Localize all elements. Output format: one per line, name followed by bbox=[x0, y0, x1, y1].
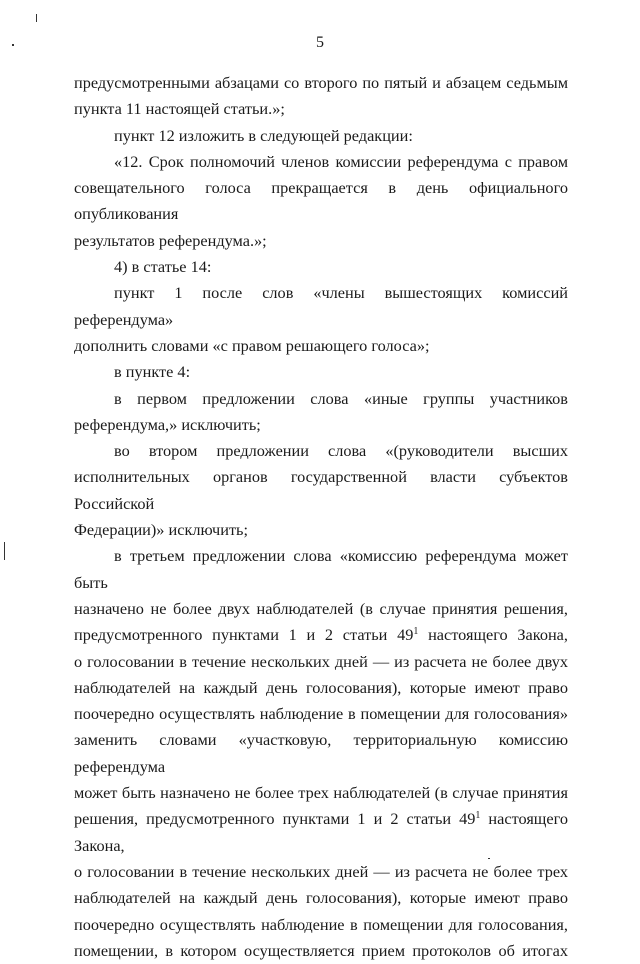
body-line: пункт 12 изложить в следующей редакции: bbox=[114, 125, 413, 145]
body-line: может быть назначено не более трех наблюдателей (в случае принятия bbox=[74, 783, 568, 803]
body-line: референдума,» исключить; bbox=[74, 414, 261, 434]
body-line bbox=[74, 806, 568, 859]
document-body bbox=[74, 70, 568, 964]
body-line: «12. Срок полномочий членов комиссии референдума с правом bbox=[114, 151, 568, 171]
body-line: предусмотренными абзацами со второго по пятый и абзацем седьмым bbox=[74, 73, 568, 92]
superscript: 1 bbox=[413, 626, 419, 638]
scan-mark bbox=[488, 858, 490, 859]
body-line: дополнить словами «с правом решающего голоса»; bbox=[74, 335, 430, 355]
body-line: совещательного голоса прекращается в день официального опубликования bbox=[74, 178, 568, 224]
body-line: во втором предложении слова «(руководители высших bbox=[114, 441, 568, 461]
body-text: настоящего Закона, bbox=[74, 809, 568, 855]
scan-mark bbox=[36, 14, 37, 22]
body-line: поочередно осуществлять наблюдение в помещении для голосования» bbox=[74, 704, 568, 724]
scan-mark bbox=[4, 542, 5, 560]
body-line: пункта 11 настоящей статьи.»; bbox=[74, 99, 285, 119]
body-text: предусмотренного пунктами 1 и 2 статьи 49 bbox=[74, 625, 414, 645]
body-line: результатов референдума.»; bbox=[74, 230, 267, 250]
body-line: заменить словами «участковую, территориальную комиссию референдума bbox=[74, 730, 568, 776]
scan-mark bbox=[12, 44, 14, 46]
body-line: Федерации)» исключить; bbox=[74, 520, 249, 540]
body-line: в пункте 4: bbox=[114, 362, 191, 382]
body-line: исполнительных органов государственной власти субъектов Российской bbox=[74, 467, 568, 513]
body-line: 4) в статье 14: bbox=[114, 257, 212, 277]
page-number: 5 bbox=[316, 34, 324, 51]
body-line: пункт 1 после слов «члены вышестоящих комиссий референдума» bbox=[74, 283, 568, 329]
body-text: настоящего Закона, bbox=[418, 625, 568, 645]
body-line: в третьем предложении слова «комиссию референдума может быть bbox=[74, 546, 568, 592]
body-line: в первом предложении слова «иные группы участников bbox=[114, 388, 568, 408]
body-line: помещении, в котором осуществляется прием протоколов об итогах bbox=[74, 940, 568, 960]
body-line bbox=[74, 622, 568, 648]
body-text: решения, предусмотренного пунктами 1 и 2 статьи 49 bbox=[74, 809, 476, 829]
body-line: о голосовании в течение нескольких дней — из расчета не более двух bbox=[74, 651, 568, 671]
body-line: поочередно осуществлять наблюдение в помещении для голосования, bbox=[74, 914, 568, 934]
body-line: наблюдателей на каждый день голосования), которые имеют право bbox=[74, 888, 568, 908]
superscript: 1 bbox=[475, 810, 481, 822]
body-line: наблюдателей на каждый день голосования), которые имеют право bbox=[74, 677, 568, 697]
body-line: назначено не более двух наблюдателей (в случае принятия решения, bbox=[74, 598, 568, 618]
body-line: о голосовании в течение нескольких дней — из расчета не более трех bbox=[74, 861, 568, 881]
